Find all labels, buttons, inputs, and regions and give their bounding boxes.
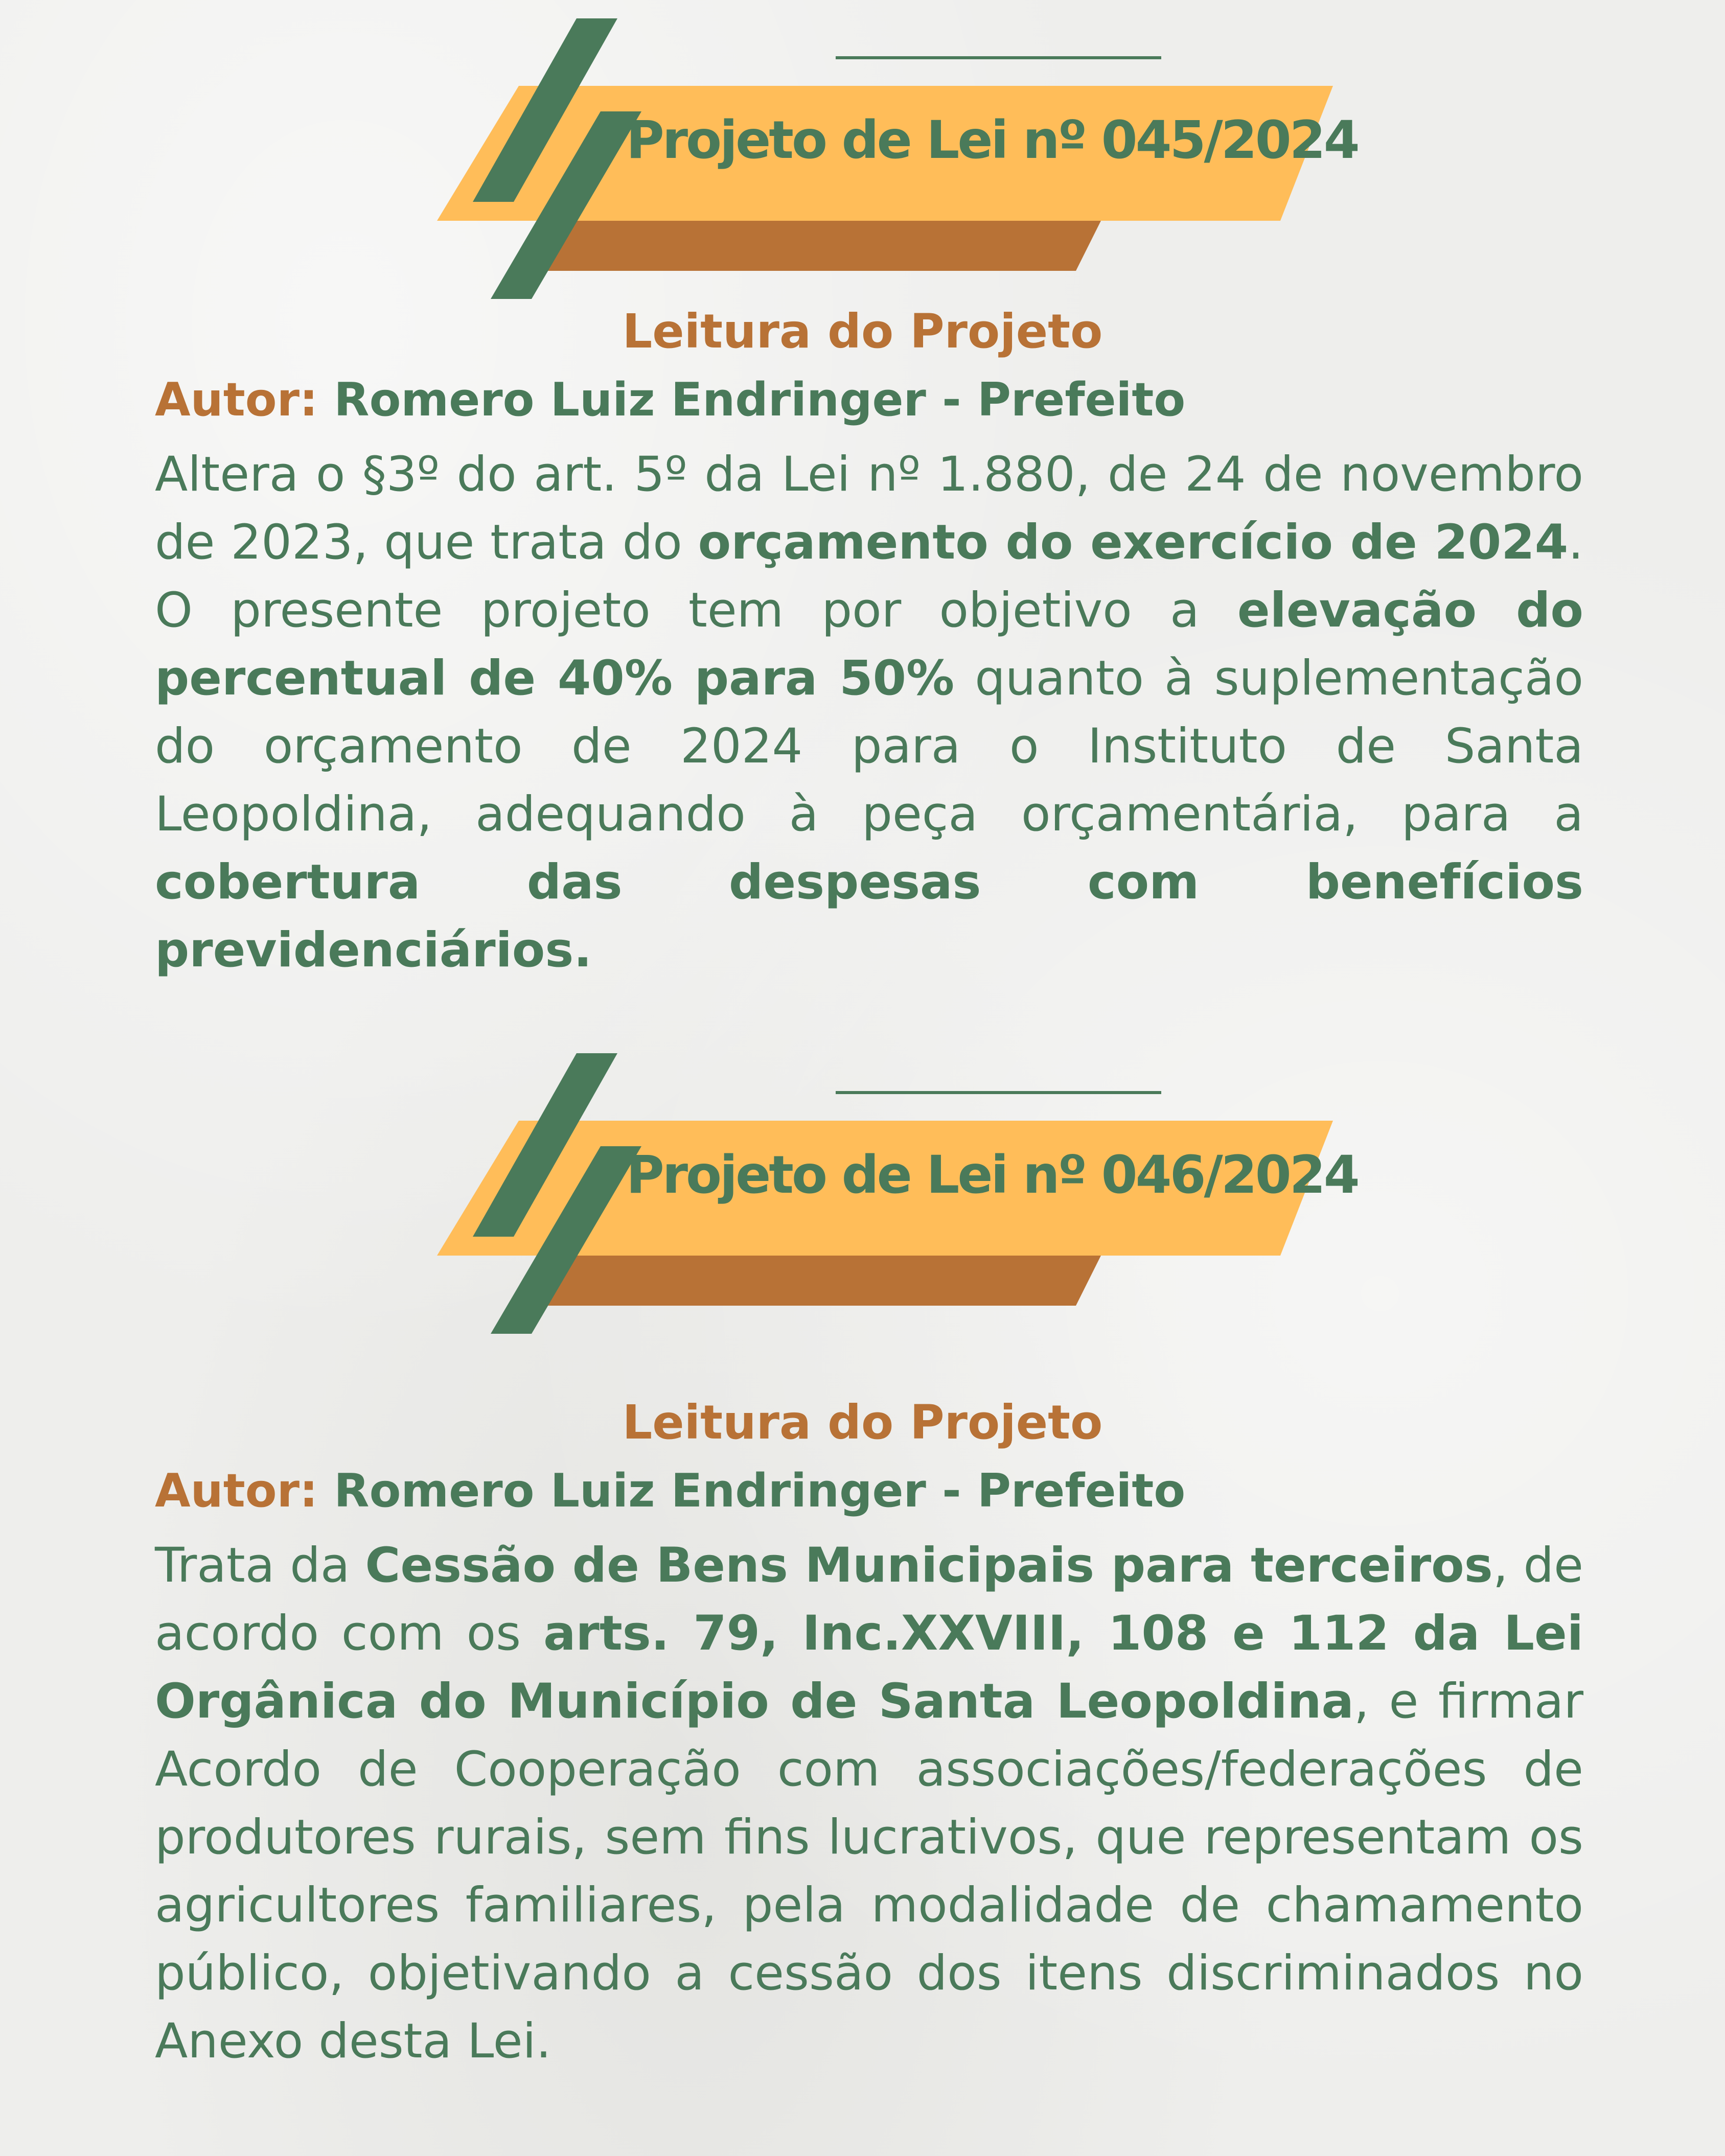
author-name: Romero Luiz Endringer - Prefeito: [317, 1464, 1186, 1518]
banner-shadow-stripe: [514, 1249, 1104, 1306]
project-number-title: Projeto de Lei nº 045/2024: [626, 110, 1358, 171]
author-label: Autor:: [155, 373, 318, 427]
project-description: [155, 1532, 1583, 2075]
author-name: Romero Luiz Endringer - Prefeito: [317, 373, 1186, 427]
body-text-segment: , e firmar Acordo de Cooperação com associações/federações de produtores rurais, sem fins lucrativos, que representam os agricultores familiares, pela modalidade de chamamento público, objetivando a cessão dos itens discriminados no Anexo desta Lei.: [155, 1674, 1583, 2069]
body-text-segment: , de acordo com os: [155, 1538, 1584, 1661]
body-text-bold: elevação do percentual de 40% para 50%: [155, 583, 1583, 706]
body-text-segment: Trata da: [155, 1538, 365, 1593]
banner-shadow-stripe: [514, 215, 1104, 271]
body-text-bold: orçamento do exercício de 2024: [698, 515, 1569, 570]
body-text-bold: arts. 79, Inc.XXVIII, 108 e 112 da Lei Orgânica do Município de Santa Leopoldina: [155, 1606, 1583, 1729]
author-label: Autor:: [155, 1464, 318, 1518]
body-text-segment: quanto à suplementação do orçamento de 2024 para o Instituto de Santa Leopoldina, adequando à peça orçamentária, para a: [155, 651, 1583, 842]
author-line: [155, 1464, 1185, 1518]
author-line: [155, 373, 1185, 427]
body-text-segment: Altera o §3º do art. 5º da Lei nº 1.880, de 24 de novembro de 2023, que trata do: [155, 447, 1583, 570]
project-number-title: Projeto de Lei nº 046/2024: [626, 1145, 1358, 1205]
body-text-segment: . O presente projeto tem por objetivo a: [155, 515, 1583, 638]
project-description: [155, 441, 1583, 984]
project-banner-1: [0, 0, 1725, 286]
reading-title: Leitura do Projeto: [622, 304, 1103, 359]
body-text-bold: cobertura das despesas com benefícios previdenciários.: [155, 854, 1583, 978]
body-text-bold: Cessão de Bens Municipais para terceiros: [365, 1538, 1493, 1593]
reading-title: Leitura do Projeto: [622, 1395, 1103, 1450]
project-banner-2: [0, 1035, 1725, 1321]
